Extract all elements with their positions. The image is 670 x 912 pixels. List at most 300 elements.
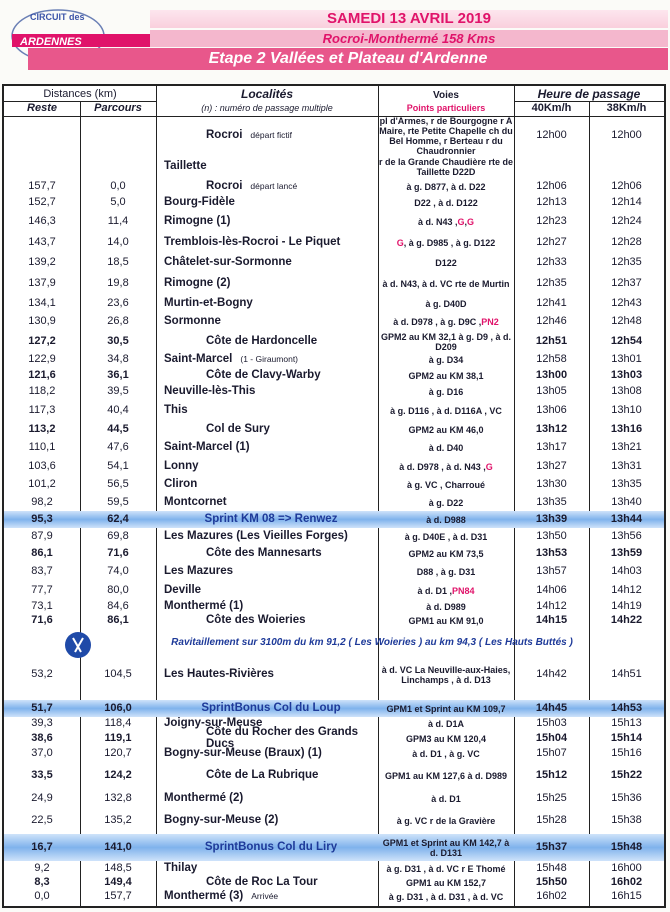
reste-cell: 16,7	[31, 840, 53, 853]
time-38-cell: 12h14	[611, 196, 642, 209]
locality-cell	[156, 528, 378, 545]
reste-cell: 157,7	[28, 180, 56, 193]
route-banner: Rocroi-Monthermé 158 Kms	[150, 30, 668, 47]
stage-banner: Etape 2 Vallées et Plateau d'Ardenne	[28, 48, 668, 70]
table-row	[4, 296, 664, 312]
route-cell: GPM2 au KM 73,5	[408, 548, 484, 559]
locality-name: SprintBonus Col du Loup	[201, 701, 341, 714]
table-row	[4, 422, 664, 438]
route-cell: à g. D31 , à d. D31 , à d. VC	[388, 891, 504, 902]
time-40-cell: 12h58	[536, 353, 567, 366]
parcours-cell: 157,7	[104, 889, 132, 902]
locality-note: Arrivée	[251, 890, 279, 901]
parcours-cell: 36,1	[107, 369, 129, 382]
time-38-cell: 14h22	[610, 614, 643, 627]
reste-cell	[4, 155, 80, 179]
locality-cell	[156, 331, 378, 352]
time-40-cell: 15h04	[535, 731, 568, 744]
reste-cell: 146,3	[28, 214, 56, 227]
table-row	[4, 352, 664, 368]
locality-cell	[156, 312, 378, 331]
parcours-cell	[80, 117, 156, 155]
table-row	[4, 179, 664, 195]
time-40-cell: 12h33	[536, 255, 567, 268]
reste-cell: 51,7	[31, 701, 53, 714]
locality-cell	[156, 232, 378, 253]
locality-name: Neuville-lès-This	[164, 385, 256, 398]
parcours-cell: 74,0	[107, 564, 129, 577]
parcours-cell: 11,4	[107, 214, 129, 227]
parcours-cell: 104,5	[104, 668, 132, 681]
time-40-cell: 12h46	[536, 314, 567, 327]
parcours-cell: 106,0	[104, 701, 132, 714]
route-cell: GPM2 au KM 38,1	[408, 371, 484, 381]
time-38-cell: 12h54	[610, 334, 643, 347]
localites-header: Localités	[240, 87, 294, 101]
time-38-cell: 15h14	[610, 731, 643, 744]
table-row	[4, 253, 664, 272]
locality-name: Saint-Marcel (1)	[164, 440, 250, 453]
reste-cell: 113,2	[28, 423, 56, 436]
time-38-cell: 12h00	[611, 129, 642, 142]
locality-name: Côte de Roc La Tour	[206, 876, 318, 889]
parcours-cell: 71,6	[107, 546, 129, 559]
parcours-cell	[80, 155, 156, 179]
locality-cell	[156, 650, 378, 700]
distances-header: Distances (km)	[43, 88, 117, 100]
locality-cell	[156, 600, 378, 614]
locality-cell	[156, 876, 378, 890]
route-cell: GPM1 au KM 152,7	[405, 878, 487, 888]
locality-cell	[156, 422, 378, 438]
time-40-cell: 14h12	[536, 600, 567, 613]
parcours-cell: 118,4	[104, 717, 132, 730]
parcours-cell: 149,4	[104, 876, 132, 889]
time-40-cell: 13h12	[535, 423, 568, 436]
parcours-cell: 84,6	[107, 600, 129, 613]
route-cell: à d. D978 , à d. N43 , G	[399, 461, 493, 472]
locality-cell	[156, 700, 378, 717]
locality-cell	[156, 179, 378, 195]
voies-note: Points particuliers	[406, 103, 486, 113]
locality-cell	[156, 808, 378, 834]
locality-cell	[156, 155, 378, 179]
locality-name: Côte de La Rubrique	[206, 768, 319, 781]
parcours-cell: 80,0	[107, 583, 129, 596]
table-row	[4, 511, 664, 528]
route-cell: à d. D988	[426, 514, 466, 525]
table-row	[4, 545, 664, 562]
table-row	[4, 726, 664, 750]
table-row	[4, 331, 664, 352]
time-38-cell: 15h16	[611, 747, 642, 760]
parcours-cell: 62,4	[107, 512, 129, 525]
parcours-cell: 86,1	[107, 614, 129, 627]
locality-cell	[156, 400, 378, 422]
heure-header: Heure de passage	[537, 87, 641, 101]
locality-name: Rocroi	[206, 129, 243, 142]
locality-cell	[156, 861, 378, 876]
parcours-cell: 5,0	[110, 196, 126, 209]
table-row	[4, 438, 664, 457]
table-row	[4, 155, 664, 179]
h40-header: 40Km/h	[531, 102, 572, 114]
locality-name: Bourg-Fidèle	[164, 196, 235, 209]
parcours-cell: 40,4	[107, 404, 129, 417]
parcours-cell: 14,0	[107, 235, 129, 248]
reste-cell: 134,1	[28, 297, 56, 310]
parcours-cell: 26,8	[107, 314, 129, 327]
table-row	[4, 368, 664, 384]
route-cell: D88 , à g. D31	[416, 566, 476, 577]
table-row	[4, 746, 664, 762]
table-row	[4, 211, 664, 232]
table-row	[4, 195, 664, 211]
time-38-cell: 16h02	[610, 876, 643, 889]
route-cell: à g. D116 , à d. D116A , VC	[390, 406, 502, 416]
locality-cell	[156, 746, 378, 762]
parcours-cell: 18,5	[107, 255, 129, 268]
localites-note: (n) : numéro de passage multiple	[201, 103, 333, 113]
reste-cell: 139,2	[28, 255, 56, 268]
header	[0, 0, 670, 80]
route-cell: à d. D978 , à g. D9C , PN2	[393, 316, 499, 327]
time-40-cell: 12h35	[536, 277, 567, 290]
locality-name: Rimogne (2)	[164, 277, 231, 290]
table-row	[4, 614, 664, 628]
time-40-cell: 15h12	[535, 768, 568, 781]
locality-note: départ lancé	[250, 181, 298, 192]
locality-name: Côte des Woieries	[206, 614, 306, 627]
time-40-cell: 14h42	[536, 668, 567, 681]
route-cell: à d. D1 , à g. VC	[412, 749, 480, 759]
table-row	[4, 476, 664, 494]
time-40-cell: 13h50	[536, 529, 567, 542]
table-row	[4, 861, 664, 876]
parcours-cell: 0,0	[110, 180, 126, 193]
table-row	[4, 272, 664, 296]
itinerary-table	[2, 84, 666, 908]
time-40-cell: 12h23	[536, 214, 567, 227]
reste-cell: 9,2	[34, 861, 50, 874]
route-cell: GPM1 et Sprint au KM 109,7	[386, 703, 506, 714]
time-40-cell: 13h35	[536, 495, 567, 508]
locality-name: Les Mazures	[164, 564, 234, 577]
time-40-cell: 13h17	[536, 440, 567, 453]
date-banner: SAMEDI 13 AVRIL 2019	[150, 10, 668, 28]
reste-cell: 110,1	[28, 440, 56, 453]
time-40-cell: 12h06	[536, 180, 567, 193]
locality-name: Tremblois-lès-Rocroi - Le Piquet	[164, 235, 341, 248]
time-40-cell: 13h05	[536, 385, 567, 398]
parcours-cell: 47,6	[107, 440, 129, 453]
route-cell: à g. D40E , à d. D31	[404, 531, 488, 542]
locality-name: Thilay	[164, 861, 198, 874]
reste-cell: 71,6	[31, 614, 53, 627]
table-row	[4, 494, 664, 511]
logo-text: ARDENNES	[20, 36, 82, 48]
table-row	[4, 457, 664, 476]
reste-cell: 73,1	[31, 600, 53, 613]
time-38-cell: 13h56	[611, 529, 642, 542]
parcours-cell: 141,0	[104, 840, 132, 853]
time-40-cell: 15h07	[536, 747, 567, 760]
logo-top-text: CIRCUIT des	[30, 12, 85, 22]
table-row	[4, 312, 664, 331]
locality-cell	[156, 438, 378, 457]
route-cell: à g. VC r de la Gravière	[396, 816, 496, 826]
route-cell: GPM3 au KM 120,4	[405, 733, 487, 744]
reste-cell: 86,1	[31, 546, 53, 559]
reste-cell: 127,2	[28, 334, 56, 347]
time-38-cell: 13h21	[611, 440, 642, 453]
route-cell: à d. D1	[431, 793, 461, 804]
time-38-cell: 12h24	[611, 214, 642, 227]
locality-name: Les Hautes-Rivières	[164, 668, 274, 681]
locality-cell	[156, 272, 378, 296]
reste-cell: 98,2	[31, 495, 53, 508]
reste-cell: 103,6	[28, 459, 56, 472]
table-row	[4, 650, 664, 700]
time-38-cell: 13h16	[610, 423, 643, 436]
time-40-cell: 15h37	[535, 840, 568, 853]
parcours-cell: 59,5	[107, 495, 129, 508]
table-row	[4, 384, 664, 400]
locality-cell	[156, 581, 378, 600]
time-38-cell: 13h03	[610, 369, 643, 382]
reste-cell: 53,2	[31, 668, 53, 681]
time-40-cell: 15h50	[535, 876, 568, 889]
time-38-cell: 14h51	[611, 668, 642, 681]
table-row	[4, 762, 664, 789]
time-40-cell: 16h02	[536, 889, 567, 902]
time-40-cell	[514, 155, 589, 179]
time-38-cell: 13h08	[611, 385, 642, 398]
locality-name: Les Mazures (Les Vieilles Forges)	[164, 529, 348, 542]
reste-cell: 8,3	[34, 876, 50, 889]
time-40-cell: 12h51	[535, 334, 568, 347]
time-38-cell: 13h40	[611, 495, 642, 508]
route-cell: à d. D40	[428, 442, 464, 453]
time-38-cell: 12h48	[611, 314, 642, 327]
parcours-cell: 124,2	[104, 768, 132, 781]
time-38-cell: 14h03	[611, 564, 642, 577]
locality-name: Taillette	[164, 160, 207, 173]
route-cell: à d. D989	[426, 602, 466, 612]
time-38-cell: 14h19	[611, 600, 642, 613]
reste-cell: 137,9	[28, 277, 56, 290]
route-cell: à g. D16	[428, 387, 464, 397]
route-cell: à d. N43, à d. VC rte de Murtin	[382, 279, 510, 289]
table-row	[4, 834, 664, 861]
locality-name: Côte des Mannesarts	[206, 546, 322, 559]
time-40-cell: 13h00	[535, 369, 568, 382]
time-38-cell: 13h10	[611, 404, 642, 417]
time-40-cell: 14h45	[535, 701, 568, 714]
route-cell: GPM2 au KM 32,1 à g. D9 , à d. D209	[380, 331, 512, 352]
reste-cell: 24,9	[31, 791, 53, 804]
reste-cell: 83,7	[31, 564, 53, 577]
locality-cell	[156, 726, 378, 750]
route-cell: à g. D34	[428, 355, 464, 365]
locality-note: (1 - Giraumont)	[240, 354, 299, 365]
table-row	[4, 808, 664, 834]
time-40-cell: 12h27	[536, 235, 567, 248]
route-cell: G , à g. D985 , à g. D122	[396, 237, 496, 248]
time-40-cell: 13h27	[536, 459, 567, 472]
locality-name: Rocroi	[206, 180, 243, 193]
parcours-cell: 23,6	[107, 297, 129, 310]
time-38-cell: 15h38	[611, 814, 642, 827]
time-38-cell: 14h12	[611, 583, 642, 596]
route-cell: à g. D22	[428, 497, 464, 508]
time-38-cell: 14h53	[610, 701, 643, 714]
time-40-cell: 12h00	[536, 129, 567, 142]
h38-header: 38Km/h	[606, 102, 647, 114]
time-38-cell: 15h36	[611, 791, 642, 804]
locality-name: Châtelet-sur-Sormonne	[164, 255, 292, 268]
route-cell: D22 , à d. D122	[414, 198, 478, 208]
time-40-cell: 15h48	[536, 861, 567, 874]
reste-cell: 77,7	[31, 583, 53, 596]
locality-cell	[156, 511, 378, 528]
route-cell: D122	[435, 257, 457, 268]
parcours-cell: 54,1	[107, 459, 129, 472]
reste-cell: 121,6	[28, 369, 56, 382]
locality-name: Col de Sury	[206, 423, 270, 436]
time-40-cell: 15h03	[536, 717, 567, 730]
voies-header: Voies	[433, 90, 459, 101]
reste-cell: 0,0	[34, 889, 50, 902]
locality-name: Sprint KM 08 => Renwez	[204, 512, 338, 525]
locality-name: Sormonne	[164, 314, 221, 327]
route-cell: GPM1 au KM 91,0	[408, 616, 484, 626]
reste-cell: 152,7	[28, 196, 56, 209]
time-40-cell: 13h53	[535, 546, 568, 559]
locality-cell	[156, 368, 378, 384]
parcours-cell: 135,2	[104, 814, 132, 827]
locality-cell	[156, 253, 378, 272]
time-40-cell: 12h13	[536, 196, 567, 209]
parcours-cell: 120,7	[104, 747, 132, 760]
locality-cell	[156, 384, 378, 400]
route-cell: pl d'Armes, r de Bourgogne r A Maire, rte Petite Chapelle ch du Bel Homme, r Berteau r du Chaudronnier	[379, 116, 513, 156]
time-40-cell: 13h57	[536, 564, 567, 577]
parcours-cell: 19,8	[107, 277, 129, 290]
reste-cell: 33,5	[31, 768, 53, 781]
reste-cell: 117,3	[28, 404, 56, 417]
route-cell: à g. D40D	[425, 299, 467, 309]
route-cell: à g. D31 , à d. VC r E Thomé	[386, 863, 506, 874]
locality-cell	[156, 211, 378, 232]
time-38-cell: 12h35	[611, 255, 642, 268]
parcours-cell: 56,5	[107, 478, 129, 491]
table-row	[4, 528, 664, 545]
table-row	[4, 890, 664, 903]
reste-header: Reste	[27, 102, 57, 114]
parcours-cell: 132,8	[104, 791, 132, 804]
locality-cell	[156, 457, 378, 476]
locality-name: Monthermé (2)	[164, 791, 244, 804]
reste-cell: 122,9	[28, 353, 56, 366]
parcours-header: Parcours	[94, 102, 142, 114]
locality-name: Côte du Rocher des Grands Ducs	[206, 726, 359, 750]
locality-cell	[156, 296, 378, 312]
parcours-cell: 34,8	[107, 353, 129, 366]
time-38-cell: 13h35	[611, 478, 642, 491]
locality-note: départ fictif	[250, 130, 292, 141]
route-cell: à d. N43 , G , G	[417, 216, 475, 227]
time-40-cell: 13h06	[536, 404, 567, 417]
locality-name: Joigny-sur-Meuse	[164, 717, 263, 730]
locality-cell	[156, 762, 378, 789]
locality-name: Saint-Marcel	[164, 353, 233, 366]
locality-cell	[156, 562, 378, 581]
parcours-cell: 148,5	[104, 861, 132, 874]
locality-cell	[156, 834, 378, 861]
time-40-cell: 13h39	[535, 512, 568, 525]
locality-name: SprintBonus Col du Liry	[204, 840, 338, 853]
route-cell: à d. D1A	[427, 719, 464, 729]
locality-cell	[156, 117, 378, 155]
time-40-cell: 15h28	[536, 814, 567, 827]
time-38-cell: 12h28	[611, 235, 642, 248]
time-38-cell: 15h48	[610, 840, 643, 853]
reste-cell: 39,3	[31, 717, 53, 730]
time-40-cell: 13h30	[536, 478, 567, 491]
locality-name: Bogny-sur-Meuse (Braux) (1)	[164, 747, 322, 760]
locality-cell	[156, 352, 378, 368]
locality-name: Rimogne (1)	[164, 214, 231, 227]
parcours-cell: 30,5	[107, 334, 129, 347]
time-38-cell: 16h15	[611, 889, 642, 902]
route-cell: GPM1 et Sprint au KM 142,7 à d. D131	[382, 837, 510, 858]
parcours-cell: 44,5	[107, 423, 129, 436]
locality-name: Murtin-et-Bogny	[164, 297, 253, 310]
table-row	[4, 117, 664, 155]
time-40-cell: 15h25	[536, 791, 567, 804]
table-row	[4, 400, 664, 422]
reste-cell: 130,9	[28, 314, 56, 327]
locality-name: Bogny-sur-Meuse (2)	[164, 814, 279, 827]
locality-cell	[156, 890, 378, 903]
route-cell: GPM2 au KM 46,0	[408, 425, 484, 435]
reste-cell: 143,7	[28, 235, 56, 248]
locality-cell	[156, 614, 378, 628]
time-38-cell: 13h44	[610, 512, 643, 525]
locality-name: Monthermé (1)	[164, 600, 244, 613]
locality-name: Monthermé (3)	[164, 889, 244, 902]
time-38-cell: 13h01	[611, 353, 642, 366]
locality-cell	[156, 789, 378, 808]
reste-cell	[4, 117, 80, 155]
locality-cell	[156, 476, 378, 494]
table-row	[4, 581, 664, 600]
locality-name: Cliron	[164, 478, 198, 491]
table-row	[4, 562, 664, 581]
table-row	[4, 232, 664, 253]
locality-name: This	[164, 404, 188, 417]
table-row	[4, 876, 664, 890]
reste-cell: 37,0	[31, 747, 53, 760]
time-38-cell	[589, 155, 664, 179]
table-row	[4, 789, 664, 808]
feed-icon	[64, 631, 92, 659]
parcours-cell: 69,8	[107, 529, 129, 542]
time-38-cell: 12h37	[611, 277, 642, 290]
locality-cell	[156, 494, 378, 511]
locality-name: Montcornet	[164, 495, 227, 508]
